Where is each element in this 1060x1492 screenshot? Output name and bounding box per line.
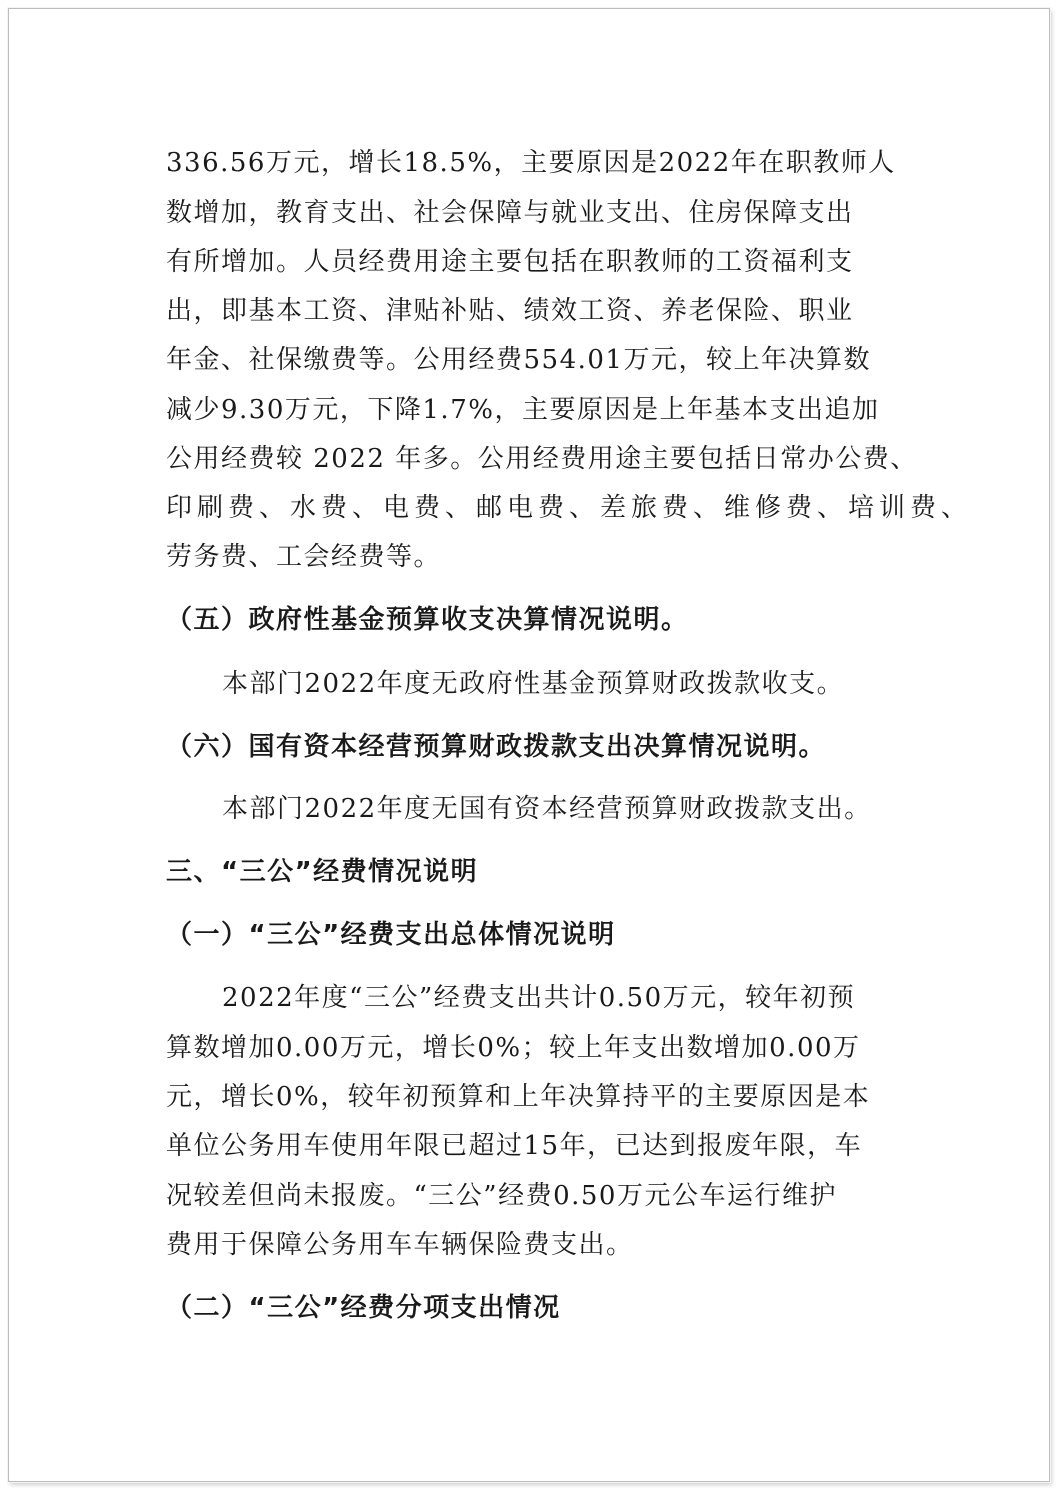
body-text-line: 印刷费、水费、电费、邮电费、差旅费、维修费、培训费、 bbox=[166, 493, 973, 523]
chapter-heading-3: 三、“三公”经费情况说明 bbox=[166, 857, 479, 887]
body-text-line: 减少9.30万元，下降1.7%，主要原因是上年基本支出追加 bbox=[166, 395, 880, 425]
body-text-line: 算数增加0.00万元，增长0%；较上年支出数增加0.00万 bbox=[166, 1033, 861, 1063]
body-text-line: 数增加，教育支出、社会保障与就业支出、住房保障支出 bbox=[166, 198, 854, 228]
body-text-line: 元，增长0%，较年初预算和上年决算持平的主要原因是本 bbox=[166, 1082, 871, 1112]
subsection-heading-2: （二）“三公”经费分项支出情况 bbox=[166, 1293, 561, 1323]
body-text-line: 费用于保障公务用车车辆保险费支出。 bbox=[166, 1230, 634, 1260]
body-paragraph: 本部门2022年度无国有资本经营预算财政拨款支出。 bbox=[222, 794, 872, 824]
body-text-line: 年金、社保缴费等。公用经费554.01万元，较上年决算数 bbox=[166, 345, 871, 375]
body-text-line: 336.56万元，增长18.5%，主要原因是2022年在职教师人 bbox=[166, 148, 896, 178]
body-text-line: 劳务费、工会经费等。 bbox=[166, 542, 442, 572]
subsection-heading-1: （一）“三公”经费支出总体情况说明 bbox=[166, 920, 616, 950]
body-text-line: 公用经费较 2022 年多。公用经费用途主要包括日常办公费、 bbox=[166, 444, 918, 474]
body-text-line: 况较差但尚未报废。“三公”经费0.50万元公车运行维护 bbox=[166, 1181, 837, 1211]
body-text-line: 出，即基本工资、津贴补贴、绩效工资、养老保险、职业 bbox=[166, 296, 854, 326]
body-text-line: 有所增加。人员经费用途主要包括在职教师的工资福利支 bbox=[166, 247, 854, 277]
section-heading-6: （六）国有资本经营预算财政拨款支出决算情况说明。 bbox=[166, 732, 827, 762]
body-text-line: 单位公务用车使用年限已超过15年，已达到报废年限，车 bbox=[166, 1131, 863, 1161]
body-paragraph: 2022年度“三公”经费支出共计0.50万元，较年初预 bbox=[222, 983, 856, 1013]
body-paragraph: 本部门2022年度无政府性基金预算财政拨款收支。 bbox=[222, 669, 845, 699]
section-heading-5: （五）政府性基金预算收支决算情况说明。 bbox=[166, 605, 689, 635]
